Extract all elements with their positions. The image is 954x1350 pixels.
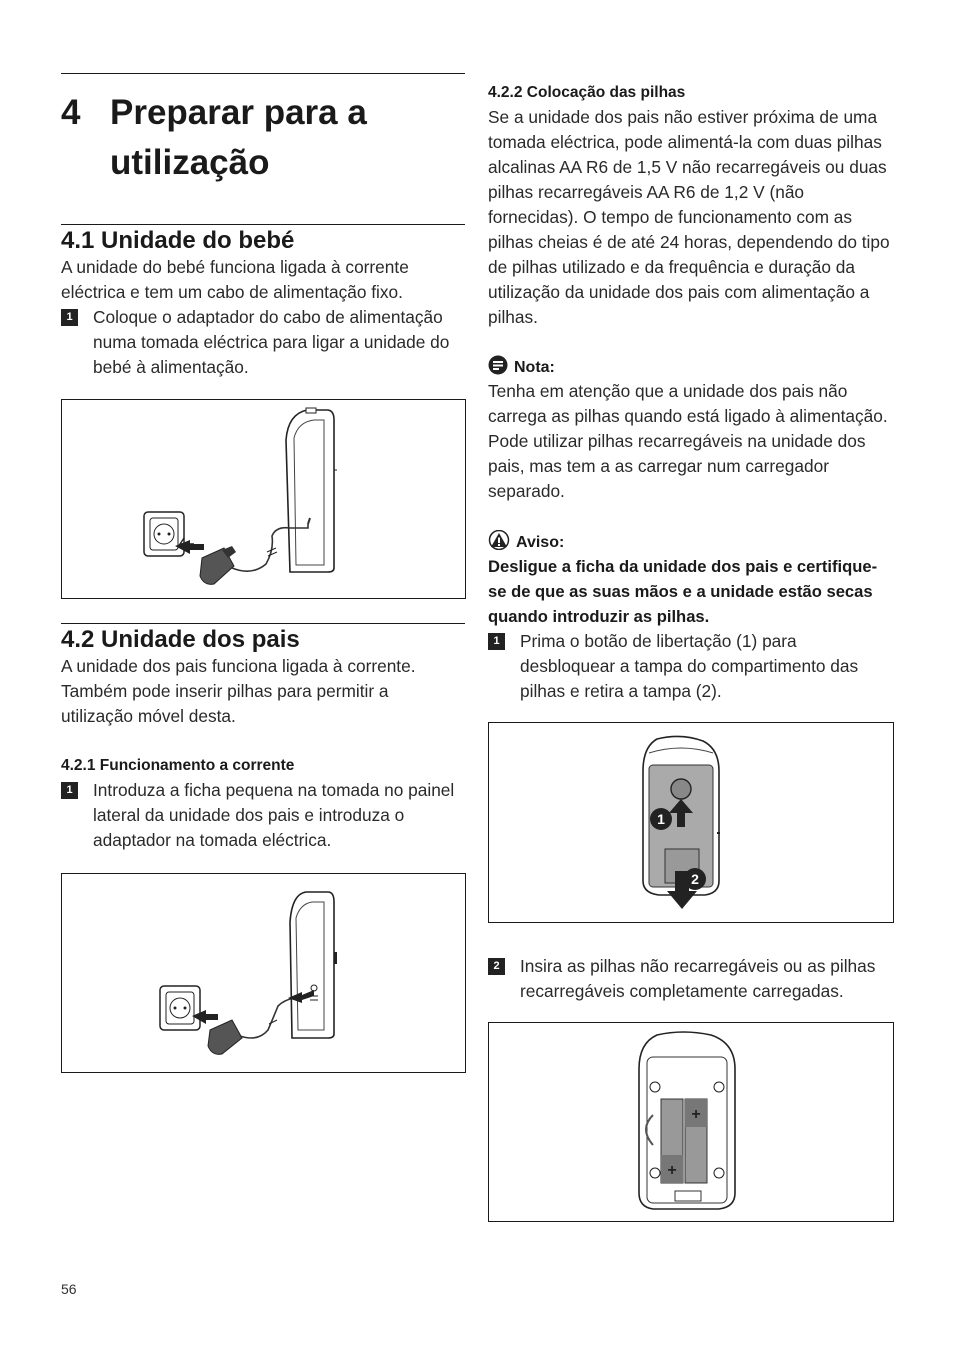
warning-icon — [488, 530, 510, 550]
section-4-1-body: A unidade do bebé funciona ligada à corrente eléctrica e tem um cabo de alimentação fixo. — [61, 257, 409, 302]
subsection-heading-4-2-2: 4.2.2 Colocação das pilhas — [488, 84, 686, 101]
step-number-badge: 2 — [488, 958, 505, 975]
chapter-number: 4 — [61, 93, 81, 132]
chapter-title: Preparar para a utilização — [110, 93, 367, 182]
section-rule — [61, 224, 465, 225]
page-number: 56 — [61, 1281, 77, 1297]
batteries-illustration — [489, 1023, 893, 1221]
section-4-2-2-body: Se a unidade dos pais não estiver próxima de uma tomada eléctrica, pode alimentá-la com duas pilhas alcalinas AA R6 de 1,5 V não recarregáveis ou duas pilhas recarregáveis AA R6 de 1,2 V (não fornecidas). O tempo de funcionamento com as pilhas cheias é de até 24 horas, dependendo do tipo de pilhas utilizado e da frequência e duração da utilização da unidade dos pais com alimentação a pilhas. — [488, 107, 890, 327]
warning-heading — [488, 530, 564, 554]
parent-unit-illustration — [62, 874, 465, 1072]
step-text: Insira as pilhas não recarregáveis ou as pilhas recarregáveis completamente carregadas. — [520, 956, 876, 1001]
section-4-2-body: A unidade dos pais funciona ligada à corrente. Também pode inserir pilhas para permitir a utilização móvel desta. — [61, 656, 416, 726]
top-rule — [61, 73, 465, 74]
step-number-badge: 1 — [61, 782, 78, 799]
figure-parent-unit-power — [61, 873, 466, 1073]
step-text: Introduza a ficha pequena na tomada no painel lateral da unidade dos pais e introduza o adaptador na tomada eléctrica. — [93, 780, 455, 850]
figure-baby-unit-power — [61, 399, 466, 599]
plus-sign-top: + — [691, 1106, 701, 1123]
figure-battery-cover — [488, 722, 894, 923]
note-label: Nota: — [514, 359, 555, 376]
note-text: Tenha em atenção que a unidade dos pais não carrega as pilhas quando está ligado à alimentação. Pode utilizar pilhas recarregáveis na unidade dos pais, mas tem a as carregar num carregador separado. — [488, 381, 888, 501]
battery-cover-illustration — [489, 723, 893, 922]
step-number-badge: 1 — [61, 309, 78, 326]
step-number-badge: 1 — [488, 633, 505, 650]
section-heading-4-1: 4.1 Unidade do bebé — [61, 227, 295, 254]
step-text: Coloque o adaptador do cabo de alimentação numa tomada eléctrica para ligar a unidade do bebé à alimentação. — [93, 307, 450, 377]
warning-label: Aviso: — [516, 534, 565, 551]
note-icon — [488, 355, 508, 375]
step-text: Prima o botão de libertação (1) para desbloquear a tampa do compartimento das pilhas e retira a tampa (2). — [520, 631, 859, 701]
section-rule — [61, 623, 465, 624]
subsection-heading-4-2-1: 4.2.1 Funcionamento a corrente — [61, 757, 295, 774]
section-heading-4-2: 4.2 Unidade dos pais — [61, 626, 300, 653]
note-heading — [488, 355, 555, 379]
warning-text: Desligue a ficha da unidade dos pais e certifique-se de que as suas mãos e a unidade estão secas quando introduzir as pilhas. — [488, 557, 878, 626]
baby-unit-illustration — [62, 400, 465, 598]
callout-1: 1 — [657, 811, 665, 827]
figure-batteries-inserted — [488, 1022, 894, 1222]
callout-2: 2 — [691, 871, 699, 887]
plus-sign-bottom: + — [667, 1162, 677, 1179]
